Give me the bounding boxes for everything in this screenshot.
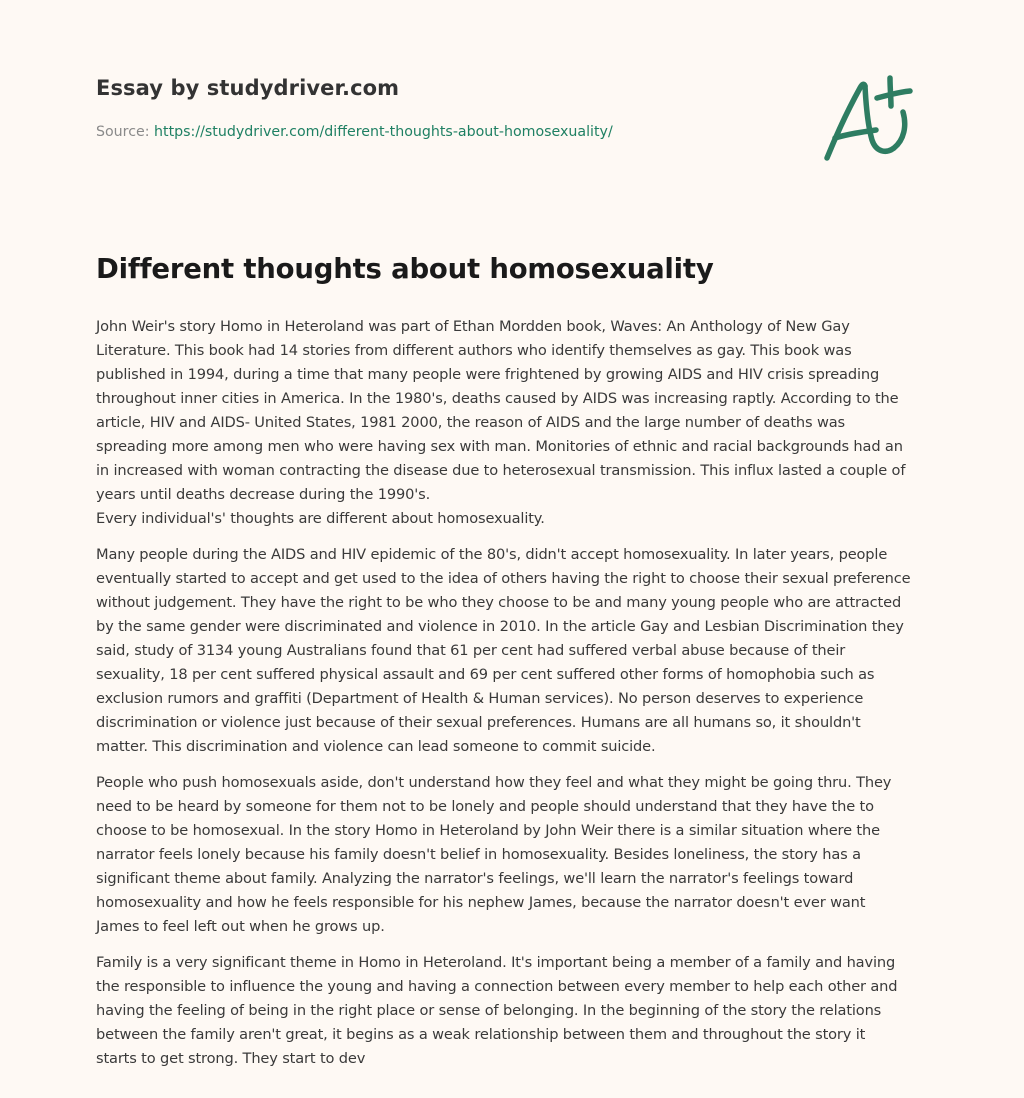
text-line: by the same gender were discriminated and violence in 2010. In the article Gay and Lesbian Discrimination they <box>96 618 904 635</box>
text-line: Literature. This book had 14 stories from different authors who identify themselves as gay. This book was <box>96 342 852 359</box>
text-line: having the feeling of being in the right place or sense of belonging. In the beginning of the story the relations <box>96 1002 882 1019</box>
text-line: article, HIV and AIDS- United States, 1981 2000, the reason of AIDS and the large number of deaths was <box>96 414 845 431</box>
text-line: John Weir's story Homo in Heteroland was part of Ethan Mordden book, Waves: An Anthology of New Gay <box>96 318 850 335</box>
essay-body <box>96 315 938 1083</box>
text-line: exclusion rumors and graffiti (Department of Health & Human services). No person deserves to experience <box>96 690 864 707</box>
text-line: significant theme about family. Analyzing the narrator's feelings, we'll learn the narrator's feelings toward <box>96 870 854 887</box>
text-line: between the family aren't great, it begins as a weak relationship between them and throughout the story it <box>96 1026 866 1043</box>
essay-paragraph <box>96 543 938 759</box>
text-line: throughout inner cities in America. In the 1980's, deaths caused by AIDS was increasing raptly. According to the <box>96 390 899 407</box>
text-line: eventually started to accept and get used to the idea of others having the right to choose their sexual preference <box>96 570 911 587</box>
a-plus-grade-icon <box>820 66 930 166</box>
text-line: Family is a very significant theme in Homo in Heteroland. It's important being a member of a family and having <box>96 954 896 971</box>
text-line: without judgement. They have the right to be who they choose to be and many young people who are attracted <box>96 594 902 611</box>
page-header <box>96 0 928 200</box>
text-line: years until deaths decrease during the 1990's. <box>96 486 431 503</box>
text-line: starts to get strong. They start to dev <box>96 1050 366 1067</box>
text-line: discrimination or violence just because of their sexual preferences. Humans are all humans so, it shouldn't <box>96 714 861 731</box>
text-line: People who push homosexuals aside, don't understand how they feel and what they might be going thru. They <box>96 774 892 791</box>
essay-paragraph <box>96 771 938 939</box>
site-title: Essay by studydriver.com <box>96 76 400 100</box>
essay-title: Different thoughts about homosexuality <box>96 253 714 285</box>
text-line: James to feel left out when he grows up. <box>96 918 385 935</box>
text-line: matter. This discrimination and violence can lead someone to commit suicide. <box>96 738 656 755</box>
text-line: published in 1994, during a time that many people were frightened by growing AIDS and HIV crisis spreading <box>96 366 880 383</box>
text-line: sexuality, 18 per cent suffered physical assault and 69 per cent suffered other forms of homophobia such as <box>96 666 875 683</box>
text-line: Every individual's' thoughts are different about homosexuality. <box>96 510 545 527</box>
text-line: said, study of 3134 young Australians found that 61 per cent had suffered verbal abuse because of their <box>96 642 846 659</box>
text-line: narrator feels lonely because his family doesn't belief in homosexuality. Besides loneliness, the story has a <box>96 846 861 863</box>
text-line: need to be heard by someone for them not to be lonely and people should understand that they have the to <box>96 798 874 815</box>
text-line: the responsible to influence the young and having a connection between every member to help each other and <box>96 978 898 995</box>
essay-paragraph <box>96 315 938 531</box>
text-line: homosexuality and how he feels responsible for his nephew James, because the narrator doesn't ever want <box>96 894 866 911</box>
text-line: Many people during the AIDS and HIV epidemic of the 80's, didn't accept homosexuality. In later years, people <box>96 546 888 563</box>
text-line: spreading more among men who were having sex with man. Monitories of ethnic and racial backgrounds had an <box>96 438 903 455</box>
essay-paragraph <box>96 951 938 1071</box>
source-link[interactable]: https://studydriver.com/different-thoughts-about-homosexuality/ <box>154 124 613 140</box>
source-line <box>96 124 613 140</box>
text-line: in increased with woman contracting the disease due to heterosexual transmission. This influx lasted a couple of <box>96 462 906 479</box>
text-line: choose to be homosexual. In the story Homo in Heteroland by John Weir there is a similar situation where the <box>96 822 880 839</box>
source-label: Source: <box>96 124 150 140</box>
